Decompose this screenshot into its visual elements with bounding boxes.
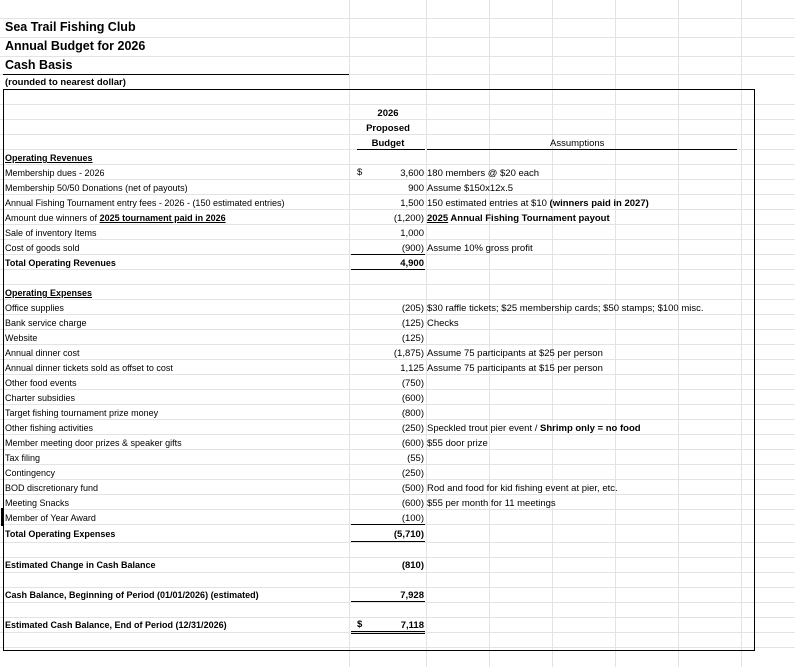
col-assumptions: Assumptions [550, 138, 605, 149]
expenses-heading: Operating Expenses [5, 288, 93, 298]
col-budget: Budget [371, 138, 405, 149]
org-name: Sea Trail Fishing Club [5, 20, 136, 34]
revenues-heading: Operating Revenues [5, 153, 93, 163]
basis-label: Cash Basis [5, 58, 73, 72]
col-proposed: Proposed [366, 123, 410, 134]
col-year: 2026 [377, 108, 399, 119]
budget-title: Annual Budget for 2026 [5, 39, 146, 53]
rounding-note: (rounded to nearest dollar) [5, 77, 126, 88]
